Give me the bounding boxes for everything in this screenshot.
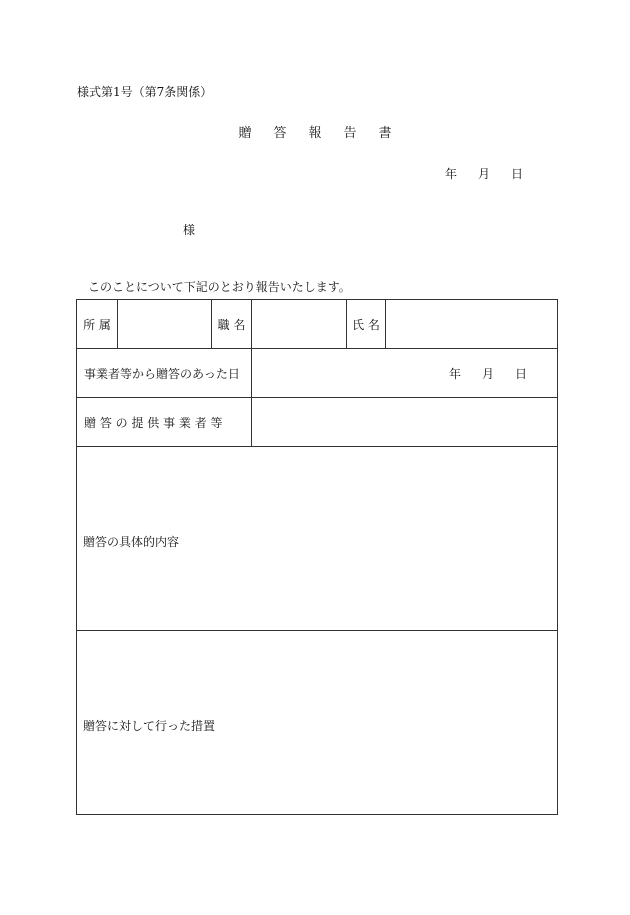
table-row — [77, 398, 558, 447]
provider-field[interactable] — [252, 398, 558, 447]
provider-label: 贈 答 の 提 供 事 業 者 等 — [77, 398, 252, 447]
title-char: 報 — [308, 126, 322, 141]
date-year-label: 年 — [448, 366, 461, 381]
intro-text: このことについて下記のとおり報告いたします。 — [88, 280, 351, 294]
date-day-label: 日 — [514, 366, 527, 381]
contents-field[interactable] — [77, 447, 558, 631]
name-label: 氏 名 — [347, 300, 386, 349]
title-char: 書 — [378, 126, 392, 141]
measures-label: 贈答に対して行った措置 — [83, 719, 216, 733]
position-field[interactable] — [252, 300, 347, 349]
date-month-label: 月 — [481, 366, 494, 381]
report-form-table — [76, 299, 558, 815]
date-month-label: 月 — [478, 167, 491, 181]
title-char: 贈 — [238, 126, 252, 141]
received-date-label: 事業者等から贈答のあった日 — [77, 349, 252, 398]
table-row — [77, 447, 558, 631]
date-day-label: 日 — [511, 167, 524, 181]
addressee-suffix: 様 — [183, 223, 196, 237]
received-date-field[interactable] — [252, 349, 558, 398]
table-row — [77, 631, 558, 815]
contents-label: 贈答の具体的内容 — [83, 535, 180, 549]
affiliation-field[interactable] — [118, 300, 212, 349]
title-char: 告 — [343, 126, 357, 141]
report-date — [445, 165, 523, 182]
name-field[interactable] — [386, 300, 558, 349]
affiliation-label: 所 属 — [77, 300, 118, 349]
table-row — [77, 349, 558, 398]
date-year-label: 年 — [445, 167, 458, 181]
title-char: 答 — [273, 126, 287, 141]
table-row — [77, 300, 558, 349]
form-number: 様式第1号（第7条関係） — [77, 85, 213, 99]
measures-field[interactable] — [77, 631, 558, 815]
document-title — [0, 122, 630, 141]
position-label: 職 名 — [212, 300, 252, 349]
